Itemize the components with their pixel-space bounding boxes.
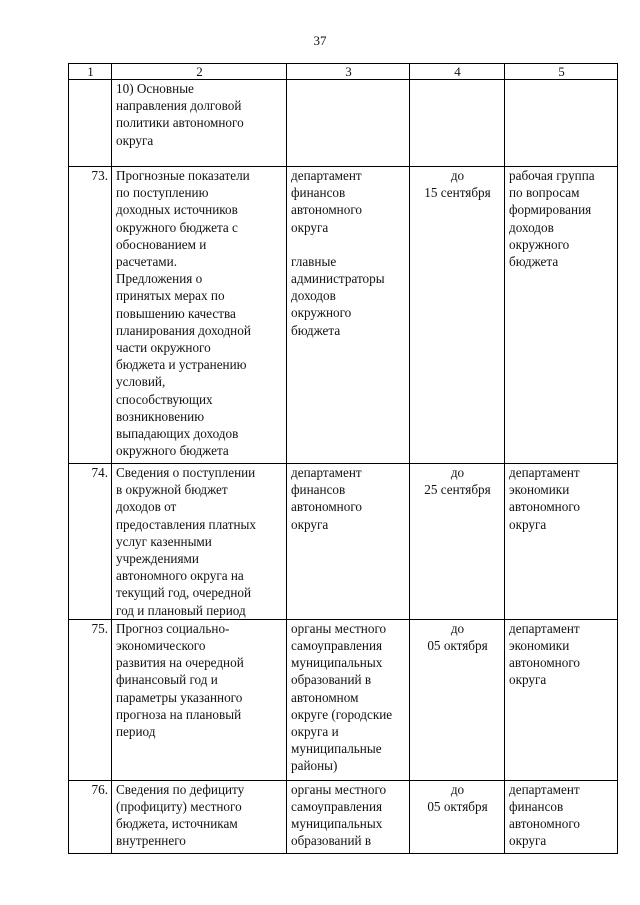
text-line: финансов <box>509 799 564 815</box>
cell-recipient <box>505 780 618 853</box>
text-line: департамент <box>509 781 580 797</box>
text-line: до <box>450 465 465 480</box>
text-line: до <box>450 781 465 797</box>
text-line: финансов <box>291 482 346 498</box>
text-line: расчетами. <box>116 254 177 270</box>
text-line: окружного бюджета <box>116 443 229 459</box>
cell-executor <box>287 80 410 167</box>
text-line: муниципальных <box>291 816 383 832</box>
text-line: самоуправления <box>291 799 383 815</box>
cell-description <box>112 464 287 620</box>
text-line: обоснованием и <box>116 236 207 252</box>
text-line: автономном <box>291 689 359 705</box>
cell-deadline <box>410 80 505 167</box>
text-line: департамент <box>509 465 580 480</box>
text-line: Предложения о <box>116 271 203 287</box>
text-line: округа и <box>291 724 339 740</box>
cell-deadline <box>410 464 505 620</box>
text-line: автономного округа на <box>116 568 244 584</box>
cell-num: 73. <box>69 167 112 464</box>
text-line: доходов <box>291 288 336 304</box>
text-line: финансовый год и <box>116 672 218 688</box>
cell-recipient <box>505 464 618 620</box>
table-row <box>69 464 618 620</box>
text-line: департамент <box>291 168 362 183</box>
cell-description <box>112 780 287 853</box>
text-line: 10) Основные <box>116 81 194 96</box>
text-line: прогноза на плановый <box>116 706 242 722</box>
cell-deadline <box>410 619 505 780</box>
cell-num: 74. <box>69 464 112 620</box>
table-header-row <box>69 64 618 80</box>
text-line: принятых мерах по <box>116 288 225 304</box>
text-line: округа <box>116 132 154 148</box>
cell-description <box>112 80 287 167</box>
column-header: 1 <box>69 64 112 80</box>
cell-executor <box>287 464 410 620</box>
text-line: в окружной бюджет <box>116 482 228 498</box>
cell-deadline <box>410 780 505 853</box>
text-line: (профициту) местного <box>116 799 242 815</box>
text-line: до <box>450 168 465 183</box>
text-line: округа <box>509 516 547 532</box>
table-row <box>69 780 618 853</box>
text-line: округа <box>291 516 329 532</box>
cell-description <box>112 167 287 464</box>
cell-num: 76. <box>69 780 112 853</box>
text-line: автономного <box>509 816 581 832</box>
text-line: до <box>450 620 465 636</box>
page-number: 37 <box>313 33 327 48</box>
cell-recipient <box>505 619 618 780</box>
cell-num <box>69 80 112 167</box>
cell-num: 75. <box>69 619 112 780</box>
text-line: органы местного <box>291 620 387 636</box>
text-line: Сведения о поступлении <box>116 465 256 480</box>
text-line: Сведения по дефициту <box>116 781 245 797</box>
text-line: окружного <box>291 305 352 321</box>
text-line: муниципальные <box>291 741 382 757</box>
text-line: доходных источников <box>116 202 238 218</box>
text-line: планирования доходной <box>116 322 251 338</box>
text-line: округа <box>509 672 547 688</box>
text-line: 15 сентября <box>424 185 491 201</box>
text-line: образований в <box>291 833 372 849</box>
text-line: бюджета <box>509 254 559 270</box>
text-line: органы местного <box>291 781 387 797</box>
text-line: способствующих <box>116 391 213 407</box>
text-line: текущий год, очередной <box>116 585 252 601</box>
text-line: округа <box>291 219 329 235</box>
text-line: возникновению <box>116 408 205 424</box>
text-line: департамент <box>291 465 362 480</box>
text-line: Прогнозные показатели <box>116 168 250 183</box>
text-line: экономики <box>509 482 570 498</box>
text-line: муниципальных <box>291 655 383 671</box>
cell-executor <box>287 619 410 780</box>
cell-recipient <box>505 167 618 464</box>
text-line: условий, <box>116 374 166 390</box>
text-line: главные <box>291 253 337 269</box>
cell-recipient <box>505 80 618 167</box>
text-line: внутреннего <box>116 833 186 849</box>
text-line: окружного бюджета с <box>116 219 238 235</box>
table-row-intro <box>69 80 618 167</box>
text-line: автономного <box>509 655 581 671</box>
column-header: 2 <box>112 64 287 80</box>
text-line: образований в <box>291 672 372 688</box>
line-gap <box>291 236 406 253</box>
text-line: 05 октября <box>427 799 488 815</box>
text-line: бюджета и устранению <box>116 357 247 373</box>
text-line: предоставления платных <box>116 516 256 532</box>
text-line: доходов от <box>116 499 177 515</box>
text-line: период <box>116 724 156 740</box>
text-line: год и плановый период <box>116 602 246 618</box>
cell-deadline <box>410 167 505 464</box>
text-line: финансов <box>291 185 346 201</box>
text-line: бюджета <box>291 322 341 338</box>
text-line: окружного <box>509 236 570 252</box>
text-line: экономики <box>509 638 570 654</box>
text-line: формирования <box>509 202 592 218</box>
text-line: районы) <box>291 758 338 774</box>
text-line: Прогноз социально- <box>116 620 230 636</box>
text-line: услуг казенными <box>116 533 212 549</box>
text-line: 05 октября <box>427 638 488 654</box>
text-line: доходов <box>509 219 554 235</box>
text-line: автономного <box>509 499 581 515</box>
text-line: 25 сентября <box>424 482 491 498</box>
text-line: экономического <box>116 638 206 654</box>
text-line: учреждениями <box>116 551 199 567</box>
text-line: департамент <box>509 620 580 636</box>
schedule-table <box>68 63 618 854</box>
column-header: 3 <box>287 64 410 80</box>
text-line: параметры указанного <box>116 689 243 705</box>
text-line: по поступлению <box>116 185 209 201</box>
text-line: бюджета, источникам <box>116 816 238 832</box>
text-line: автономного <box>291 499 363 515</box>
text-line: выпадающих доходов <box>116 426 239 442</box>
text-line: округе (городские <box>291 706 393 722</box>
column-header: 5 <box>505 64 618 80</box>
text-line: повышению качества <box>116 305 236 321</box>
table-row <box>69 619 618 780</box>
text-line: направления долговой <box>116 98 242 114</box>
text-line: рабочая группа <box>509 168 595 183</box>
text-line: округа <box>509 833 547 849</box>
column-header: 4 <box>410 64 505 80</box>
cell-executor <box>287 167 410 464</box>
text-line: развития на очередной <box>116 655 244 671</box>
table-row <box>69 167 618 464</box>
text-line: по вопросам <box>509 185 580 201</box>
text-line: политики автономного <box>116 115 244 131</box>
text-line: самоуправления <box>291 638 383 654</box>
text-line: части окружного <box>116 340 211 356</box>
text-line: администраторы <box>291 271 385 287</box>
text-line: автономного <box>291 202 363 218</box>
cell-description <box>112 619 287 780</box>
cell-executor <box>287 780 410 853</box>
